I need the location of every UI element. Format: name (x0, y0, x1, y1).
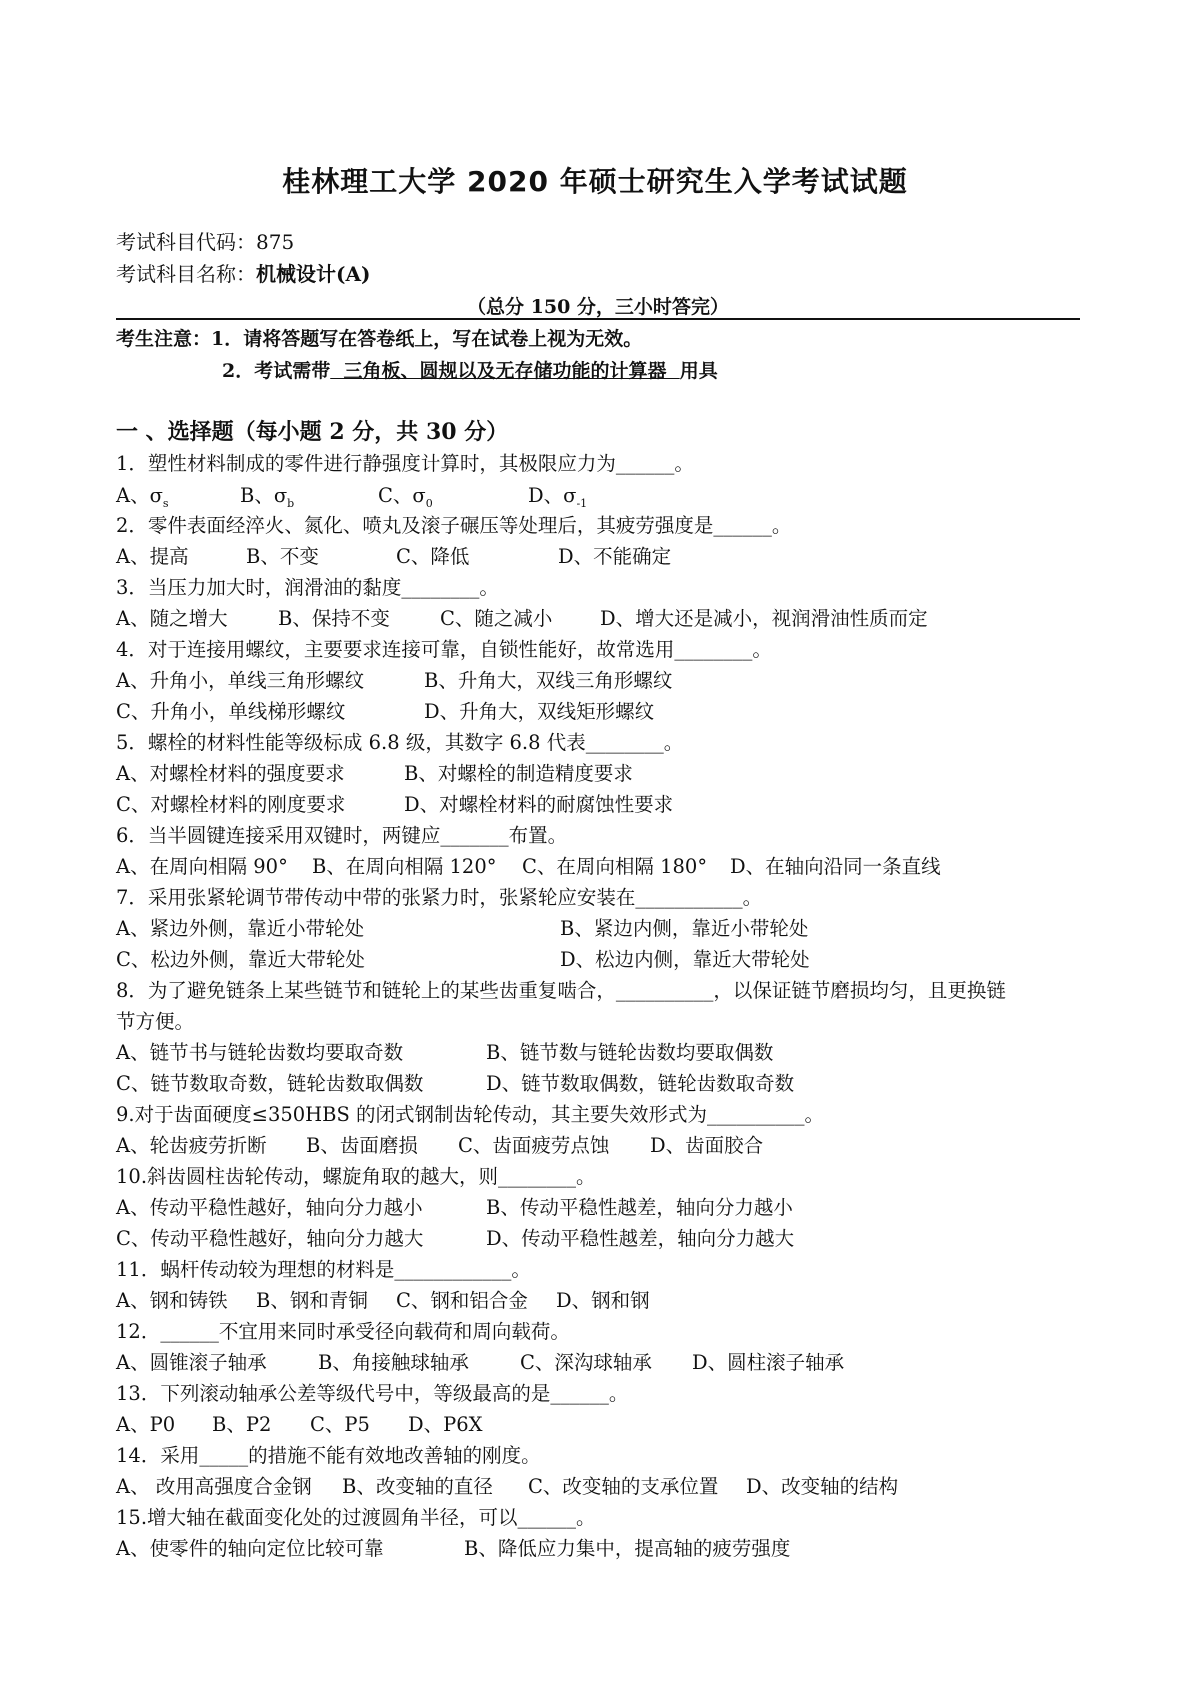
q6-option-d: D、在轴向沿同一条直线 (730, 855, 941, 878)
question-12: 12．______不宜用来同时承受径向载荷和周向载荷。 (116, 1320, 570, 1343)
q11-option-c: C、钢和铝合金 (396, 1289, 528, 1312)
notice-2 (222, 356, 718, 383)
q7-option-b: B、紧边内侧，靠近小带轮处 (560, 917, 809, 940)
q5-option-c: C、对螺栓材料的刚度要求 (116, 793, 346, 816)
q9-option-c: C、齿面疲劳点蚀 (458, 1134, 610, 1157)
q1-option-c: C、$\sigma_0$ (378, 484, 433, 510)
question-2: 2．零件表面经淬火、氮化、喷丸及滚子碾压等处理后，其疲劳强度是______。 (116, 514, 792, 537)
q5-option-d: D、对螺栓材料的耐腐蚀性要求 (404, 793, 674, 816)
q8-option-c: C、链节数取奇数，链轮齿数取偶数 (116, 1072, 424, 1095)
question-15: 15.增大轴在截面变化处的过渡圆角半径，可以______。 (116, 1506, 596, 1529)
q10-option-a: A、传动平稳性越好，轴向分力越小 (116, 1196, 423, 1219)
q5-option-b: B、对螺栓的制造精度要求 (404, 762, 633, 785)
q14-option-b: B、改变轴的直径 (342, 1475, 493, 1498)
section-title: 一 、选择题（每小题 2 分，共 30 分） (116, 419, 509, 445)
q7-option-c: C、松边外侧，靠近大带轮处 (116, 948, 365, 971)
question-11: 11．蜗杆传动较为理想的材料是____________。 (116, 1258, 531, 1281)
subject-name: 机械设计(A) (256, 262, 371, 286)
q8-option-d: D、链节数取偶数，链轮齿数取奇数 (486, 1072, 795, 1095)
q2-option-b: B、不变 (246, 545, 319, 568)
q12-option-a: A、圆锥滚子轴承 (116, 1351, 267, 1374)
q10-option-c: C、传动平稳性越好，轴向分力越大 (116, 1227, 424, 1250)
question-1 (116, 448, 694, 476)
q15-option-b: B、降低应力集中，提高轴的疲劳强度 (464, 1537, 791, 1560)
q14-option-a: A、 改用高强度合金钢 (116, 1475, 312, 1498)
question-3: 3．当压力加大时，润滑油的黏度________。 (116, 576, 499, 599)
q3-option-a: A、随之增大 (116, 607, 228, 630)
q1-option-d: D、$\sigma_{-1}$ (528, 484, 588, 510)
question-1-text: 1．塑性材料制成的零件进行静强度计算时，其极限应力为 (116, 452, 616, 475)
notice-1 (116, 324, 642, 351)
subject-name-label: 考试科目名称： (116, 262, 256, 286)
question-8-line-1: 8．为了避免链条上某些链节和链轮上的某些齿重复啮合，__________，以保证链节磨损均匀，且更换链 (116, 979, 1006, 1002)
question-7: 7．采用张紧轮调节带传动中带的张紧力时，张紧轮应安装在___________。 (116, 886, 763, 909)
q5-option-a: A、对螺栓材料的强度要求 (116, 762, 345, 785)
notice-2-tools: 三角板、圆规以及无存储功能的计算器 (330, 360, 680, 382)
q6-option-c: C、在周向相隔 180° (522, 855, 708, 878)
q8-option-a: A、链节书与链轮齿数均要取奇数 (116, 1041, 404, 1064)
q1-option-b: B、$\sigma_b$ (240, 484, 295, 510)
question-1-end: 。 (674, 452, 694, 475)
question-5: 5．螺栓的材料性能等级标成 6.8 级，其数字 6.8 代表________。 (116, 731, 684, 754)
q6-option-b: B、在周向相隔 120° (312, 855, 497, 878)
q9-option-a: A、轮齿疲劳折断 (116, 1134, 267, 1157)
q6-option-a: A、在周向相隔 90° (116, 855, 288, 878)
q3-option-d: D、增大还是减小，视润滑油性质而定 (600, 607, 928, 630)
question-10: 10.斜齿圆柱齿轮传动，螺旋角取的越大，则________。 (116, 1165, 596, 1188)
q9-option-d: D、齿面胶合 (650, 1134, 764, 1157)
q13-option-a: A、P0 (116, 1413, 176, 1436)
q2-option-c: C、降低 (396, 545, 470, 568)
q2-option-a: A、提高 (116, 545, 189, 568)
notice-2-prefix: 2．考试需带 (222, 360, 331, 382)
question-9: 9.对于齿面硬度≤350HBS 的闭式钢制齿轮传动，其主要失效形式为__________。 (116, 1103, 825, 1126)
q3-option-b: B、保持不变 (278, 607, 390, 630)
q12-option-b: B、角接触球轴承 (318, 1351, 469, 1374)
q13-option-b: B、P2 (212, 1413, 272, 1436)
score-info: （总分 150 分，三小时答完） (116, 292, 1080, 320)
q10-option-d: D、传动平稳性越差，轴向分力越大 (486, 1227, 795, 1250)
q14-option-d: D、改变轴的结构 (746, 1475, 899, 1498)
q4-option-c: C、升角小，单线梯形螺纹 (116, 700, 346, 723)
question-8-line-2: 节方便。 (116, 1010, 195, 1033)
question-1-blank: ______ (615, 452, 675, 475)
page-title: 桂林理工大学 2020 年硕士研究生入学考试试题 (282, 165, 908, 198)
q3-option-c: C、随之减小 (440, 607, 553, 630)
q4-option-d: D、升角大，双线矩形螺纹 (424, 700, 655, 723)
question-14: 14．采用_____的措施不能有效地改善轴的刚度。 (116, 1444, 541, 1467)
notice-label: 考生注意： (116, 328, 212, 350)
notice-2-suffix: 用具 (679, 360, 718, 382)
q11-option-d: D、钢和钢 (556, 1289, 650, 1312)
q12-option-d: D、圆柱滚子轴承 (692, 1351, 845, 1374)
q15-option-a: A、使零件的轴向定位比较可靠 (116, 1537, 384, 1560)
subject-name-line (116, 258, 370, 287)
q11-option-a: A、钢和铸铁 (116, 1289, 228, 1312)
question-6: 6．当半圆键连接采用双键时，两键应_______布置。 (116, 824, 568, 847)
question-4: 4．对于连接用螺纹，主要要求连接可靠，自锁性能好，故常选用________。 (116, 638, 772, 661)
q4-option-b: B、升角大，双线三角形螺纹 (424, 669, 673, 692)
q13-option-d: D、P6X (408, 1413, 483, 1436)
q1-option-a: A、$\sigma_s$ (116, 484, 169, 510)
q10-option-b: B、传动平稳性越差，轴向分力越小 (486, 1196, 793, 1219)
q7-option-a: A、紧边外侧，靠近小带轮处 (116, 917, 365, 940)
q12-option-c: C、深沟球轴承 (520, 1351, 652, 1374)
q2-option-d: D、不能确定 (558, 545, 672, 568)
q7-option-d: D、松边内侧，靠近大带轮处 (560, 948, 810, 971)
q8-option-b: B、链节数与链轮齿数均要取偶数 (486, 1041, 774, 1064)
subject-code-line (116, 226, 294, 255)
q11-option-b: B、钢和青铜 (256, 1289, 368, 1312)
q14-option-c: C、改变轴的支承位置 (528, 1475, 719, 1498)
q4-option-a: A、升角小，单线三角形螺纹 (116, 669, 365, 692)
notice-1-text: 1．请将答题写在答卷纸上，写在试卷上视为无效。 (211, 328, 643, 350)
subject-code-label: 考试科目代码： (116, 230, 256, 254)
question-13: 13．下列滚动轴承公差等级代号中，等级最高的是______。 (116, 1382, 629, 1405)
q9-option-b: B、齿面磨损 (306, 1134, 418, 1157)
subject-code: 875 (256, 230, 295, 254)
q13-option-c: C、P5 (310, 1413, 370, 1436)
